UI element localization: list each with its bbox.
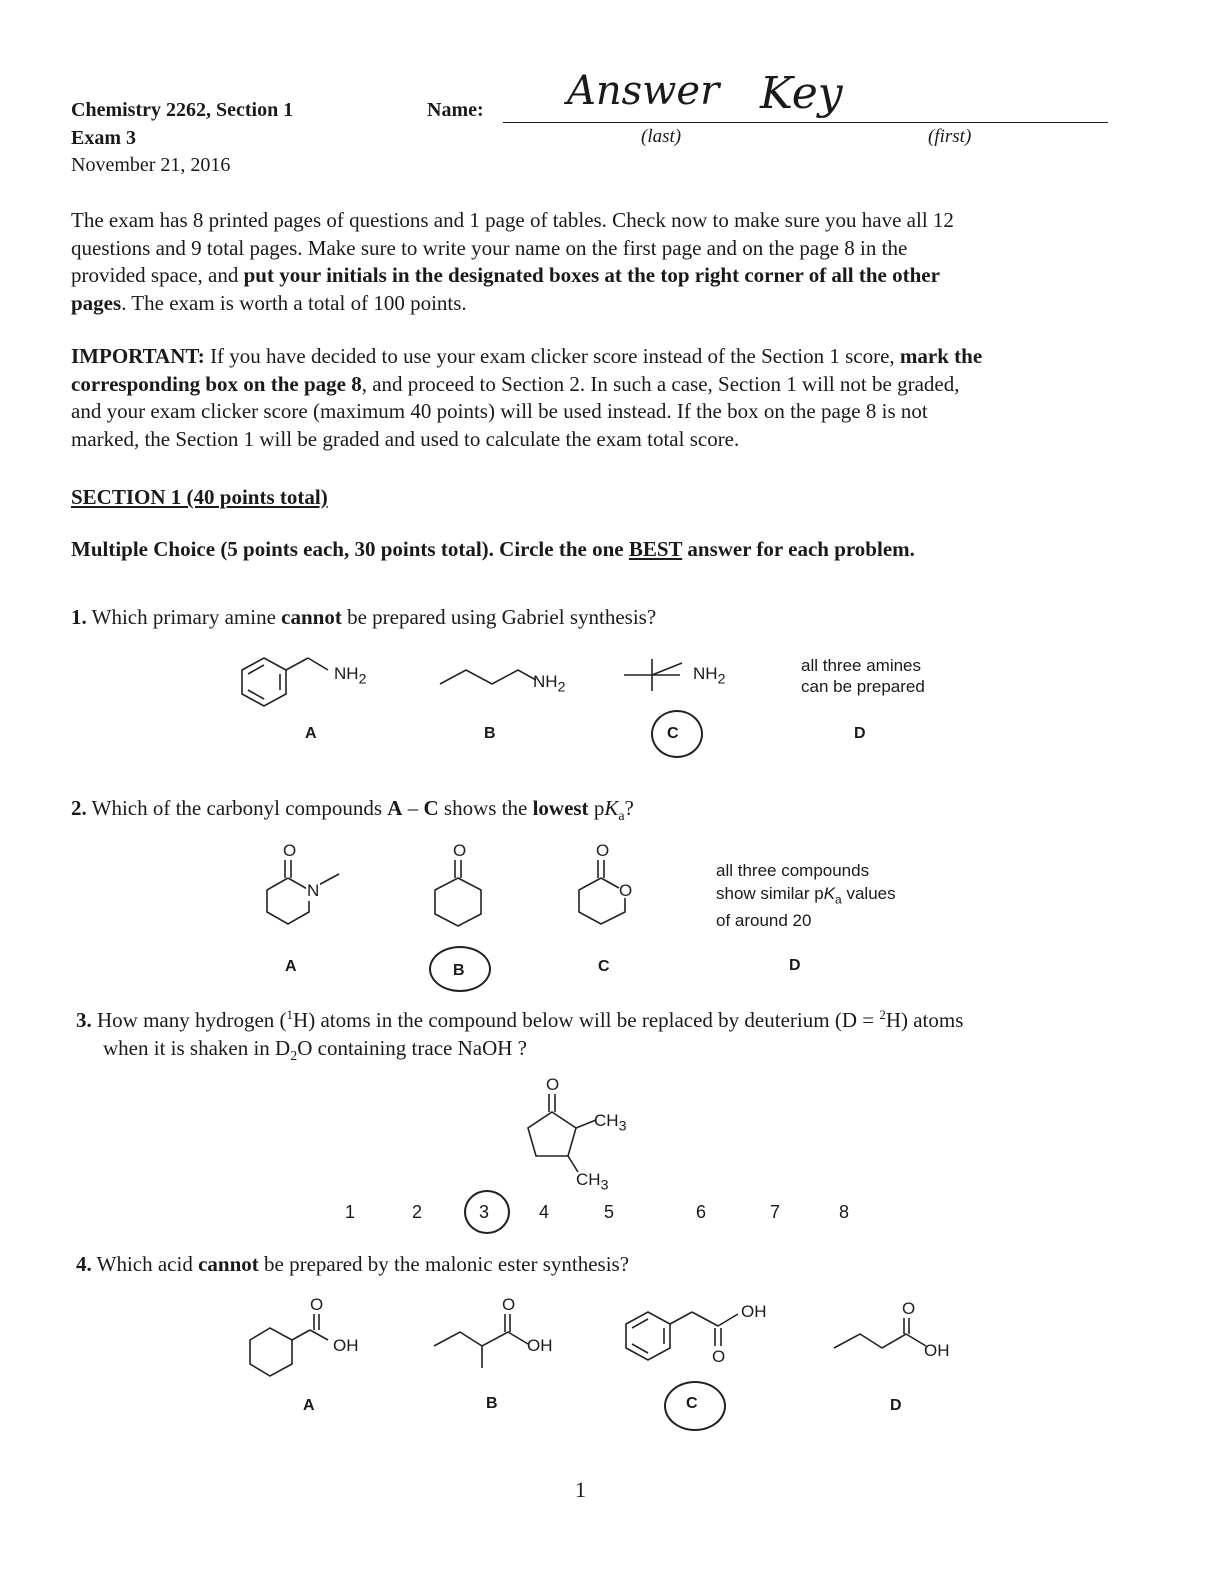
q2-option-c-label[interactable]: C	[598, 958, 610, 975]
q4-a-hydroxyl: OH	[333, 1336, 359, 1355]
svg-text:O: O	[619, 881, 633, 900]
section-heading: SECTION 1 (40 points total)	[71, 485, 328, 509]
q3-answer-circle	[464, 1190, 510, 1234]
q4-option-a-label[interactable]: A	[303, 1397, 315, 1414]
name-field-line[interactable]	[503, 122, 1108, 123]
svg-text:O: O	[546, 1075, 560, 1094]
q3-option-4[interactable]: 4	[539, 1202, 550, 1222]
intro-line: The exam has 8 printed pages of questions and 1 page of tables. Check now to make sure you have all 12	[71, 208, 954, 232]
q4-d-hydroxyl: OH	[924, 1341, 950, 1360]
q4-structure-a-cyclohexylacetic-acid	[240, 1292, 380, 1392]
q3-option-3[interactable]: 3	[479, 1202, 490, 1222]
svg-text:O: O	[596, 841, 610, 860]
page-number: 1	[575, 1477, 586, 1502]
q4-option-d-label[interactable]: D	[890, 1397, 902, 1414]
svg-text:O: O	[453, 841, 467, 860]
important-paragraph	[71, 343, 1131, 453]
q2-option-d-text: all three compounds show similar $pK_a$ values of around 20	[716, 861, 896, 931]
intro-paragraph	[71, 207, 1131, 317]
svg-text:O: O	[712, 1347, 726, 1366]
q2-structure-a-lactam	[255, 838, 355, 943]
question-1-text: 1. Which primary amine cannot be prepared using Gabriel synthesis?	[71, 605, 657, 629]
q2-option-d-label[interactable]: D	[789, 957, 801, 974]
q1-c-amine-group: $NH_2$	[693, 664, 726, 688]
q1-b-amine-group: $NH_2$	[533, 672, 566, 696]
q2-a-nitrogen: N	[307, 881, 320, 900]
important-line: corresponding box on the page 8, and proceed to Section 2. In such a case, Section 1 will not be graded,	[71, 371, 960, 396]
important-line: IMPORTANT: If you have decided to use your exam clicker score instead of the Section 1 score, mark the	[71, 344, 983, 368]
q3-option-5[interactable]: 5	[604, 1202, 615, 1222]
q1-answer-circle	[651, 710, 703, 758]
question-4-text: 4. Which acid cannot be prepared by the malonic ester synthesis?	[76, 1252, 630, 1276]
multiple-choice-instructions: Multiple Choice (5 points each, 30 points total). Circle the one BEST answer for each problem.	[71, 537, 915, 561]
exam-date: November 21, 2016	[71, 154, 231, 176]
q3-methyl-group-2: $CH_3$	[576, 1170, 609, 1194]
q2-answer-circle	[429, 946, 491, 992]
q4-option-b-label[interactable]: B	[486, 1395, 498, 1412]
intro-line: questions and 9 total pages. Make sure to write your name on the first page and on the page 8 in the	[71, 235, 908, 260]
q2-structure-c-lactone	[573, 838, 663, 943]
q3-methyl-group-1: $CH_3$	[594, 1111, 627, 1135]
intro-line: provided space, and put your initials in the designated boxes at the top right corner of all the other	[71, 263, 940, 287]
q1-option-d-text: all three amines can be prepared	[801, 656, 925, 696]
q1-option-a-label[interactable]: A	[305, 725, 317, 742]
q4-structure-d-butanoic-acid	[830, 1296, 970, 1376]
important-line: marked, the Section 1 will be graded and used to calculate the exam total score.	[71, 426, 740, 451]
handwritten-first-name: Key	[760, 68, 843, 119]
q3-option-7[interactable]: 7	[770, 1202, 781, 1222]
q3-option-2[interactable]: 2	[412, 1202, 423, 1222]
course-title: Chemistry 2262, Section 1	[71, 99, 294, 121]
q3-option-8[interactable]: 8	[839, 1202, 850, 1222]
q4-answer-circle	[664, 1381, 726, 1431]
first-name-caption: (first)	[928, 126, 972, 147]
q3-option-1[interactable]: 1	[345, 1202, 356, 1222]
q1-option-b-label[interactable]: B	[484, 725, 496, 742]
svg-text:O: O	[902, 1299, 916, 1318]
q2-option-b-label[interactable]: B	[453, 962, 465, 979]
q1-option-c-label[interactable]: C	[667, 725, 679, 742]
svg-text:O: O	[283, 841, 297, 860]
q1-a-amine-group: $NH_2$	[334, 664, 367, 688]
last-name-caption: (last)	[641, 126, 682, 147]
important-line: and your exam clicker score (maximum 40 points) will be used instead. If the box on the page 8 is not	[71, 399, 928, 423]
question-2-text: 2. Which of the carbonyl compounds A – C shows the lowest $pK_a$?	[71, 796, 634, 825]
intro-line: pages. The exam is worth a total of 100 points.	[71, 290, 467, 315]
question-3-text: 3. How many hydrogen ($^1$H) atoms in the compound below will be replaced by deuterium (D = $^2$H) atoms when it is shaken in $D_2O$ containing trace NaOH ?	[76, 1007, 964, 1064]
handwritten-last-name: Answer	[567, 68, 720, 114]
q4-option-c-label[interactable]: C	[686, 1395, 698, 1412]
svg-text:O: O	[502, 1295, 516, 1314]
exam-title: Exam 3	[71, 127, 136, 149]
q2-structure-b-cyclohexanone	[425, 838, 505, 943]
q4-c-hydroxyl: OH	[741, 1302, 767, 1321]
q4-b-hydroxyl: OH	[527, 1336, 553, 1355]
q2-option-a-label[interactable]: A	[285, 958, 297, 975]
svg-text:O: O	[310, 1295, 324, 1314]
q3-option-6[interactable]: 6	[696, 1202, 707, 1222]
name-label: Name:	[427, 99, 484, 121]
q1-option-d-label[interactable]: D	[854, 725, 866, 742]
